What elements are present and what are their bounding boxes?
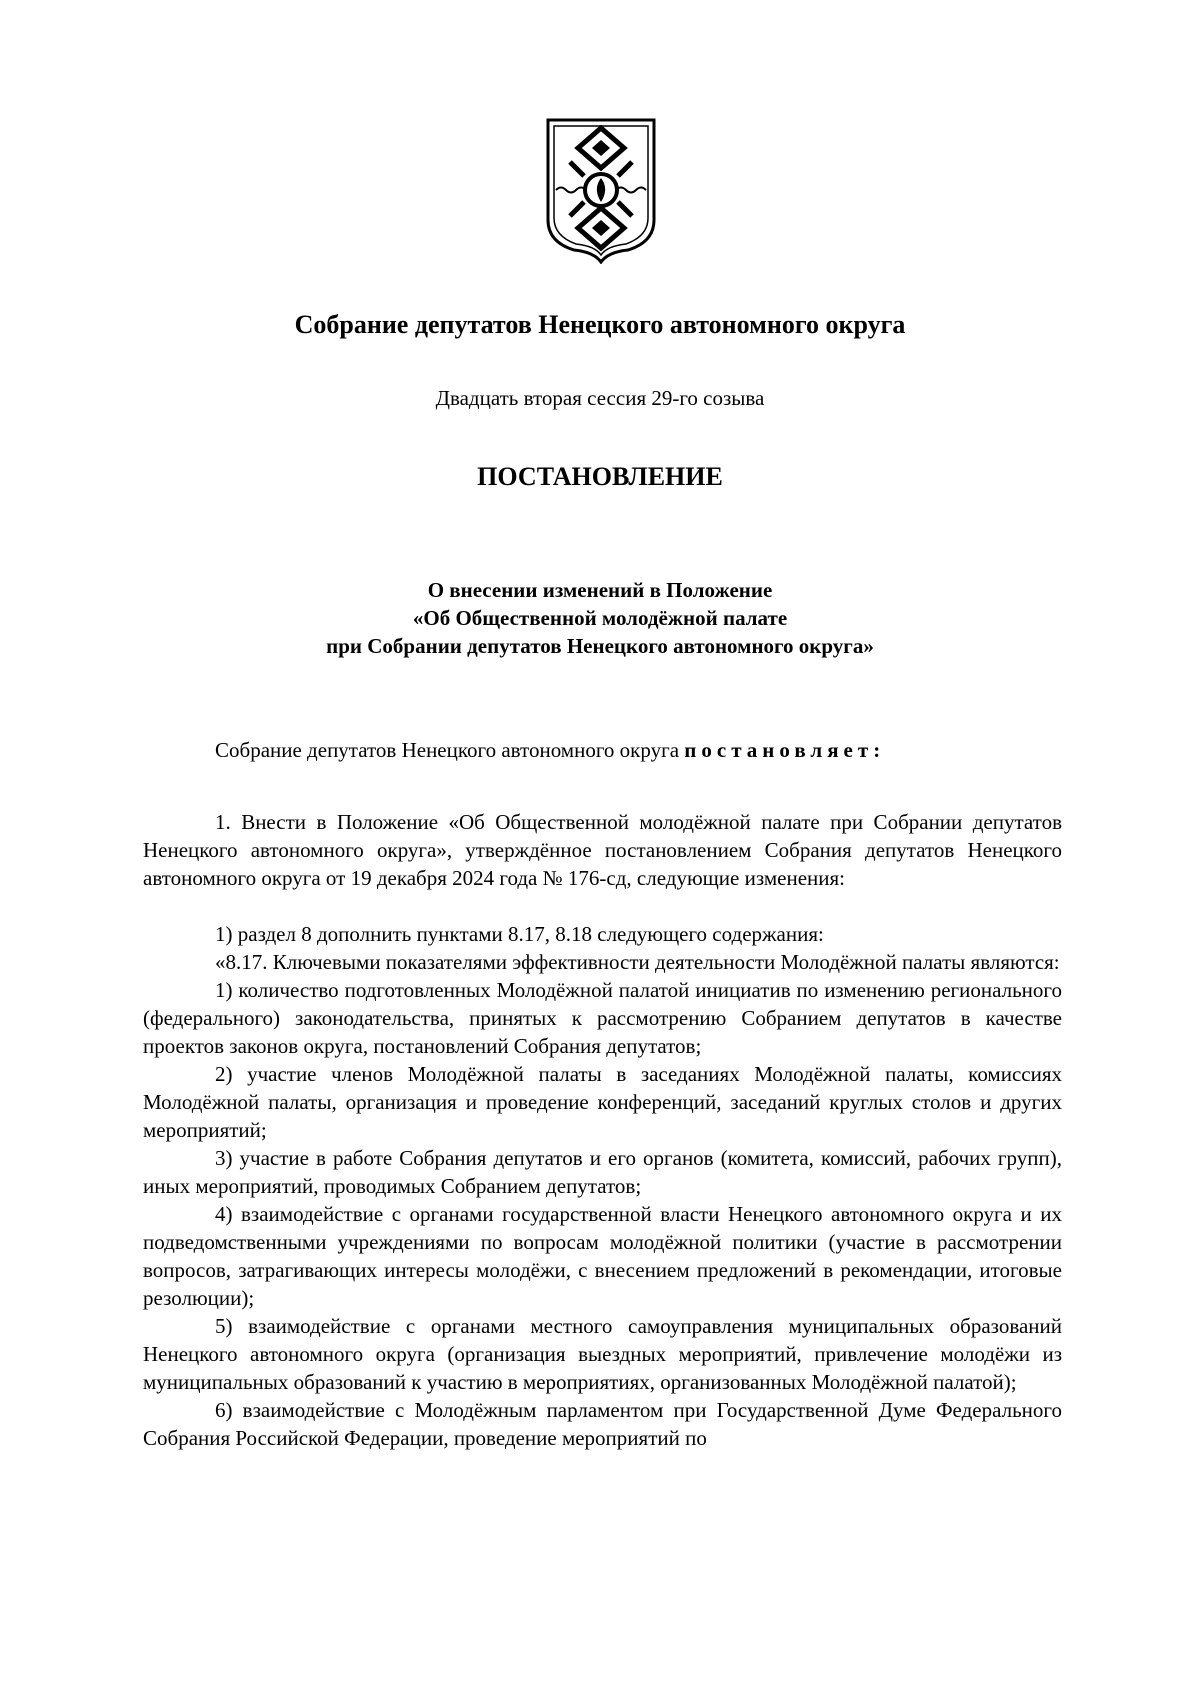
subject-line-3: при Собрании депутатов Ненецкого автономного округа» [326, 634, 874, 658]
paragraph-3: «8.17. Ключевыми показателями эффективности деятельности Молодёжной палаты являются: [215, 950, 1060, 974]
subject-line-1: О внесении изменений в Положение [427, 578, 773, 602]
preamble-text: Собрание депутатов Ненецкого автономного округа [215, 738, 685, 762]
subject-line-2: «Об Общественной молодёжной палате [412, 606, 788, 630]
organization-title: Собрание депутатов Ненецкого автономного округа [294, 310, 906, 339]
list-item: 6) взаимодействие с Молодёжным парламентом при Государственной Думе Федерального Собрания Российской Федерации, проведение мероприятий по [143, 1398, 1062, 1450]
document-type-title: ПОСТАНОВЛЕНИЕ [477, 462, 723, 491]
paragraph-1: 1. Внести в Положение «Об Общественной молодёжной палате при Собрании депутатов Ненецкого автономного округа», утверждённое постановлением Собрания депутатов Ненецкого автономного округа от 19 декабря 2024 года № 176-сд, следующие изменения: [143, 810, 1062, 890]
document-subject [0, 576, 1200, 660]
list-item: 2) участие членов Молодёжной палаты в заседаниях Молодёжной палаты, комиссиях Молодёжной палаты, организация и проведение конференций, заседаний круглых столов и других мероприятий; [143, 1062, 1062, 1142]
list-item: 5) взаимодействие с органами местного самоуправления муниципальных образований Ненецкого автономного округа (организация выездных мероприятий, привлечение молодёжи из муниципальных образований к участию в мероприятиях, организованных Молодёжной палатой); [143, 1314, 1062, 1394]
preamble-verb: постановляет: [684, 738, 886, 762]
list-item: 1) количество подготовленных Молодёжной палатой инициатив по изменению регионального (федерального) законодательства, принятых к рассмотрению Собранием депутатов в качестве проектов законов округа, постановлений Собрания депутатов; [143, 978, 1062, 1058]
list-item: 3) участие в работе Собрания депутатов и его органов (комитета, комиссий, рабочих групп), иных мероприятий, проводимых Собранием депутатов; [143, 1146, 1062, 1198]
coat-of-arms-emblem [544, 116, 658, 264]
list-item: 4) взаимодействие с органами государственной власти Ненецкого автономного округа и их подведомственными учреждениями по вопросам молодёжной политики (участие в рассмотрении вопросов, затрагивающих интересы молодёжи, с внесением предложений в рекомендации, итоговые резолюции); [143, 1202, 1062, 1310]
preamble [143, 736, 1062, 764]
session-line: Двадцать вторая сессия 29-го созыва [435, 386, 765, 410]
document-body [143, 736, 1062, 1452]
paragraph-2: 1) раздел 8 дополнить пунктами 8.17, 8.18 следующего содержания: [215, 922, 824, 946]
